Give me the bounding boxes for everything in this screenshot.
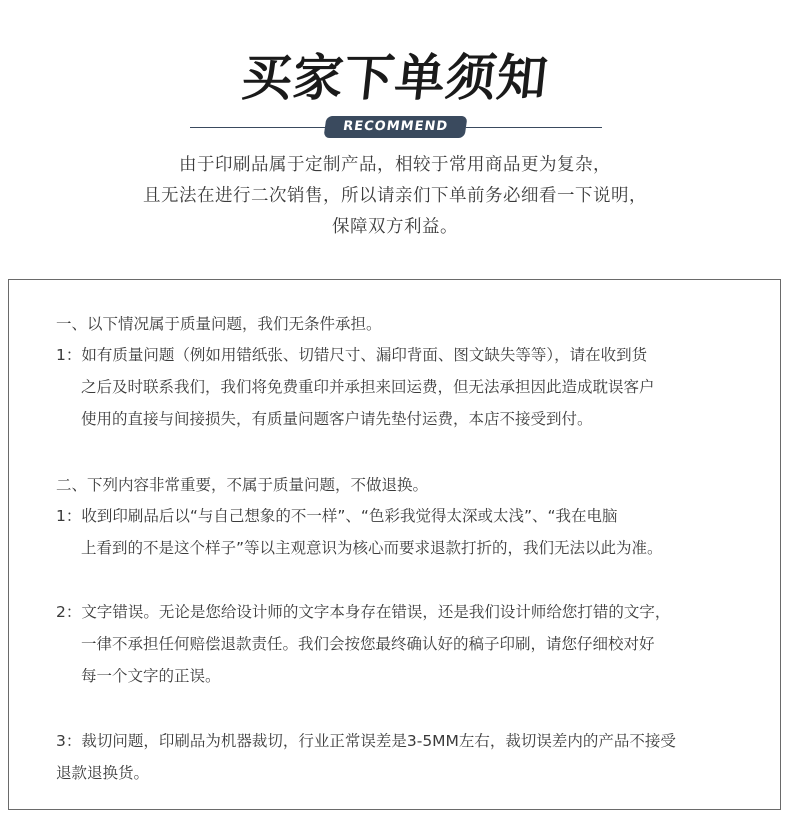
section2-item2-line: 每一个文字的正误。 <box>81 667 221 685</box>
intro-line: 保障双方利益。 <box>332 217 458 237</box>
page-title: 买家下单须知 <box>238 49 552 107</box>
section2-item2-line: 一律不承担任何赔偿退款责任。我们会按您最终确认好的稿子印刷，请您仔细校对好 <box>81 635 655 653</box>
recommend-badge: RECOMMEND <box>323 116 467 138</box>
section1-heading: 一、以下情况属于质量问题，我们无条件承担。 <box>56 315 382 333</box>
section2-heading: 二、下列内容非常重要，不属于质量问题，不做退换。 <box>56 476 429 494</box>
section2-item3-line: 退款退换货。 <box>56 764 150 782</box>
intro-line: 由于印刷品属于定制产品，相较于常用商品更为复杂， <box>179 155 611 175</box>
divider-line-right <box>466 127 602 128</box>
section1-item1-line: 1：如有质量问题（例如用错纸张、切错尺寸、漏印背面、图文缺失等等），请在收到货 <box>56 346 648 364</box>
intro-line: 且无法在进行二次销售，所以请亲们下单前务必细看一下说明， <box>143 186 647 206</box>
divider-line-left <box>190 127 325 128</box>
section1-item1-line: 之后及时联系我们，我们将免费重印并承担来回运费，但无法承担因此造成耽误客户 <box>81 378 655 396</box>
section2-item1-line: 上看到的不是这个样子”等以主观意识为核心而要求退款打折的，我们无法以此为准。 <box>81 539 663 557</box>
section2-item1-line: 1：收到印刷品后以“与自己想象的不一样”、“色彩我觉得太深或太浅”、“我在电脑 <box>56 507 618 525</box>
section1-item1-line: 使用的直接与间接损失，有质量问题客户请先垫付运费，本店不接受到付。 <box>81 410 593 428</box>
section2-item2-line: 2：文字错误。无论是您给设计师的文字本身存在错误，还是我们设计师给您打错的文字， <box>56 603 671 621</box>
intro-text <box>0 150 790 243</box>
section2-item3-line: 3：裁切问题，印刷品为机器裁切，行业正常误差是3-5MM左右，裁切误差内的产品不接受 <box>56 732 676 750</box>
